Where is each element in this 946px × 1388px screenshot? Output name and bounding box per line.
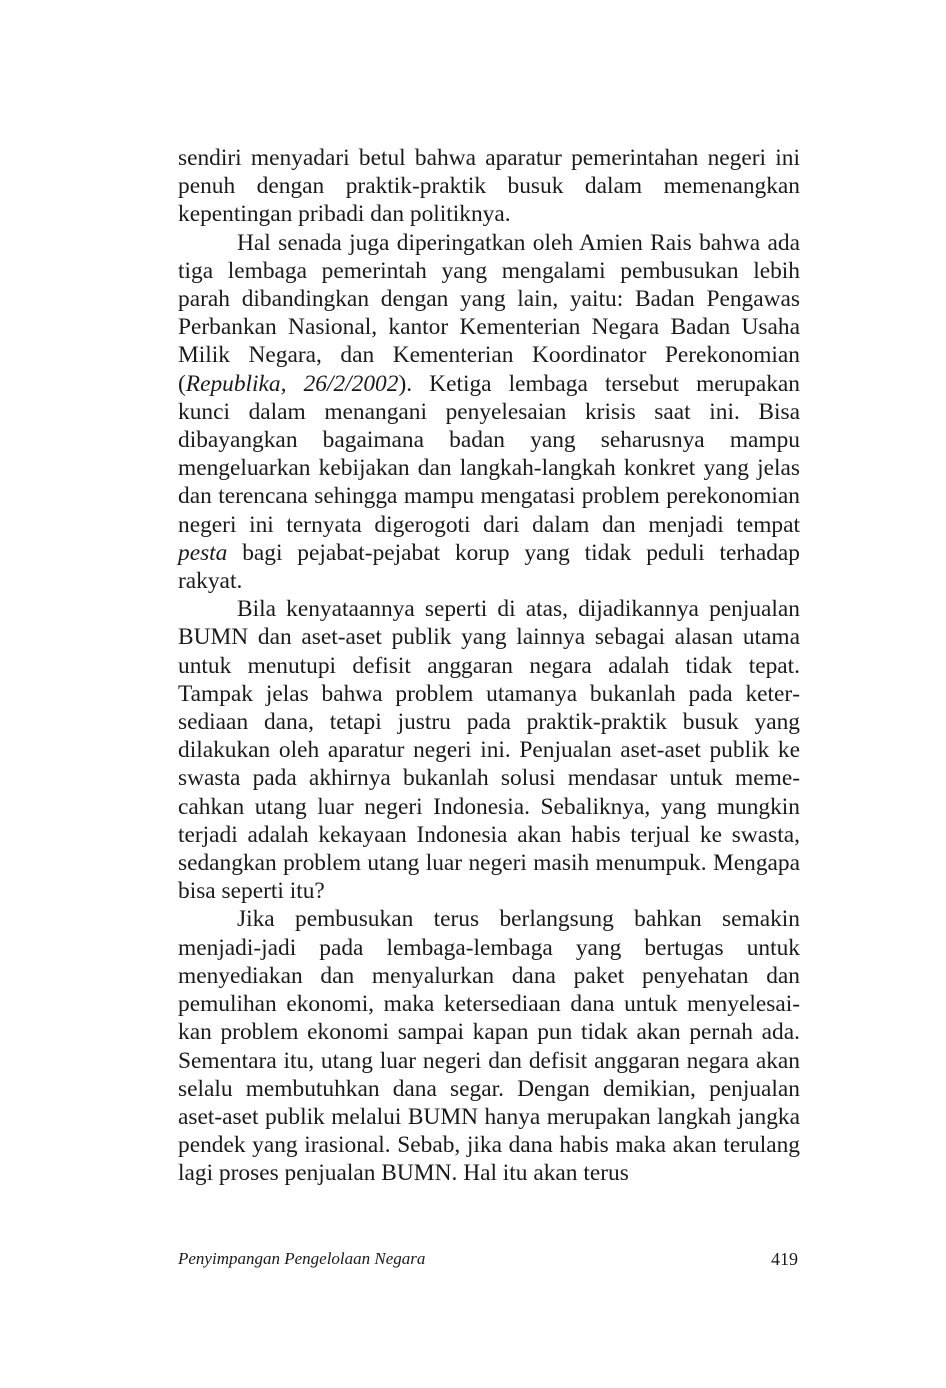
page-number: 419	[771, 1249, 798, 1269]
paragraph-2-text-a: Hal senada juga diperingatkan oleh Amien Rais bahwa ada tiga lembaga pemerintah yang mengalami pembusukan lebih parah dibandingkan dengan yang lain, yaitu: Badan Pengawas Perbankan Nasional, kantor Kementerian Negara Badan Usaha Milik Negara, dan Kementerian Koordinator Perekonomian (	[178, 229, 800, 397]
paragraph-2	[178, 229, 800, 596]
paragraph-2-text-c: bagi pejabat-pejabat korup yang tidak peduli terhadap rakyat.	[178, 539, 800, 595]
page-body	[178, 144, 800, 1188]
paragraph-4: Jika pembusukan terus berlangsung bahkan semakin menjadi-jadi pada lembaga-lembaga yang bertugas untuk menyediakan dan menyalurkan dana paket penyehatan dan pemulihan ekonomi, maka ketersediaan dana untuk menyelesaikan problem ekonomi sampai kapan pun tidak akan pernah ada. Sementara itu, utang luar negeri dan defisit anggaran negara akan selalu membutuhkan dana segar. Dengan demikian, penjualan aset-aset publik melalui BUMN hanya merupakan langkah jangka pendek yang irasional. Sebab, jika dana habis maka akan terulang lagi proses penjualan BUMN. Hal itu akan terus	[178, 906, 800, 1187]
paragraph-1: sendiri menyadari betul bahwa aparatur pemerintahan negeri ini penuh dengan praktik-praktik busuk dalam memenangkan kepentingan pribadi dan politiknya.	[178, 145, 800, 228]
page-footer	[178, 1246, 800, 1272]
running-title: Penyimpangan Pengelolaan Negara	[178, 1249, 426, 1268]
emphasis-pesta: pesta	[178, 539, 228, 566]
paragraph-3: Bila kenyataannya seperti di atas, dijadikannya penjualan BUMN dan aset-aset publik yang lainnya sebagai alasan utama untuk menutupi defisit anggaran negara adalah tidak tepat. Tampak jelas bahwa problem utamanya bukanlah pada ketersediaan dana, tetapi justru pada praktik-praktik busuk yang dilakukan oleh aparatur negeri ini. Penjualan aset-aset publik ke swasta pada akhirnya bukanlah solusi mendasar untuk memecahkan utang luar negeri Indonesia. Sebaliknya, yang mungkin terjadi adalah kekayaan Indonesia akan habis terjual ke swasta, sedangkan problem utang luar negeri masih menumpuk. Mengapa bisa seperti itu?	[178, 596, 800, 905]
citation-republika: Republika, 26/2/2002	[185, 370, 399, 397]
paragraph-2-text-b: ). Ketiga lembaga tersebut merupakan kunci dalam menangani penyelesaian krisis saat ini. Bisa dibayangkan bagaimana badan yang seharusnya mampu mengeluarkan kebijakan dan langkah-langkah konkret yang jelas dan terencana sehingga mampu mengatasi problem perekonomian negeri ini ternyata digerogoti dari dalam dan menjadi tempat	[178, 370, 800, 538]
